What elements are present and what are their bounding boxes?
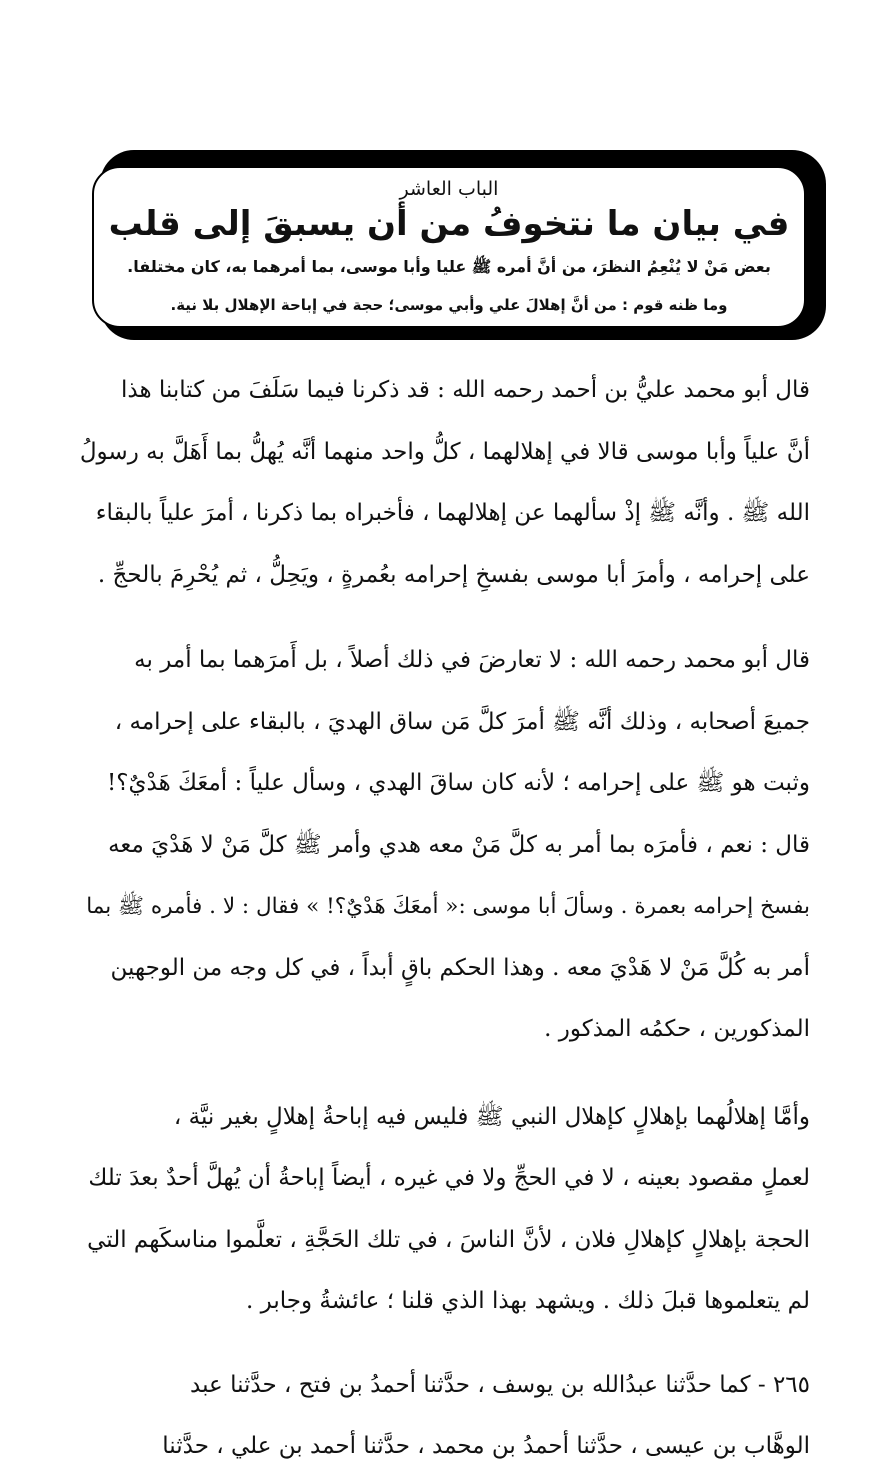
chapter-subtitle-line-2: وما ظنه قوم : من أنَّ إهلالَ علي وأبي موسى؛ حجة في إباحة الإهلال بلا نية. [170,296,728,314]
paragraph-3 [74,1087,810,1333]
text-line: أمر به كُلَّ مَنْ لا هَدْيَ معه . وهذا الحكم باقٍ أبداً ، في كل وجه من الوجهين [110,954,810,981]
text-line: بفسخ إحرامه بعمرة . وسألَ أبا موسى :« أمعَكَ هَدْيٌ؟! » فقال : لا . فأمره ﷺ بما [86,894,810,919]
text-line: ٢٦٥ - كما حدَّثنا عبدُالله بن يوسف ، حدَّثنا أحمدُ بن فتح ، حدَّثنا عبد [190,1371,810,1398]
paragraph-1 [74,360,810,606]
chapter-subtitle-line-1: بعض مَنْ لا يُنْعِمُ النظرَ، من أنَّ أمره ﷺ عليا وأبا موسى، بما أمرهما به، كان مختلفا. [127,257,771,276]
text-line: قال أبو محمد رحمه الله : لا تعارضَ في ذلك أصلاً ، بل أَمرَهما بما أمر به [134,647,810,673]
text-line: أنَّ علياً وأبا موسى قالا في إهلالهما ، كلُّ واحد منهما أنَّه يُهلُّ بما أَهَلَّ به رسولُ [79,438,810,465]
text-line: الوهَّاب بن عيسى ، حدَّثنا أحمدُ بن محمد ، حدَّثنا أحمد بن علي ، حدَّثنا [162,1433,810,1459]
text-line: وأمَّا إهلالُهما بإهلالٍ كإهلال النبي ﷺ فليس فيه إباحةُ إهلالٍ بغير نيَّة ، [173,1103,810,1130]
text-line: على إحرامه ، وأمرَ أبا موسى بفسخِ إحرامه بعُمرةٍ ، ويَحِلُّ ، ثم يُحْرِمَ بالحجِّ . [97,561,810,588]
paragraph-2 [74,630,810,1061]
page-body [74,360,810,1478]
text-line: الله ﷺ . وأنَّه ﷺ إذْ سألهما عن إهلالهما ، فأخبراه بما ذكرنا ، أمرَ علياً بالبقاء [95,500,810,526]
text-line: وثبت هو ﷺ على إحرامه ؛ لأنه كان ساقَ الهدي ، وسأل علياً : أمعَكَ هَدْيٌ؟! [107,770,810,796]
chapter-header-box [92,166,806,328]
text-line: قال أبو محمد عليُّ بن أحمد رحمه الله : قد ذكرنا فيما سَلَفَ من كتابنا هذا [121,377,810,403]
text-line: لم يتعلموها قبلَ ذلك . ويشهد بهذا الذي قلنا ؛ عائشةُ وجابر . [246,1288,810,1314]
chapter-label: الباب العاشر [399,178,499,200]
chapter-title: في بيان ما نتخوفُ من أن يسبقَ إلى قلب [108,204,790,244]
text-line: جميعَ أصحابه ، وذلك أنَّه ﷺ أمرَ كلَّ مَن ساق الهديَ ، بالبقاء على إحرامه ، [114,708,810,735]
text-line: الحجة بإهلالٍ كإهلالِ فلان ، لأنَّ الناسَ ، في تلك الحَجَّةِ ، تعلَّموا مناسكَهم التي [87,1226,810,1253]
text-line: المذكورين ، حكمُه المذكور . [544,1016,810,1042]
text-line: قال : نعم ، فأمرَه بما أمر به كلَّ مَنْ معه هدي وأمر ﷺ كلَّ مَنْ لا هَدْيَ معه [108,831,810,858]
paragraph-4-hadith-265 [74,1355,810,1478]
text-line: لعملٍ مقصود بعينه ، لا في الحجِّ ولا في غيره ، أيضاً إباحةُ أن يُهلَّ أحدٌ بعدَ تلك [88,1165,810,1191]
